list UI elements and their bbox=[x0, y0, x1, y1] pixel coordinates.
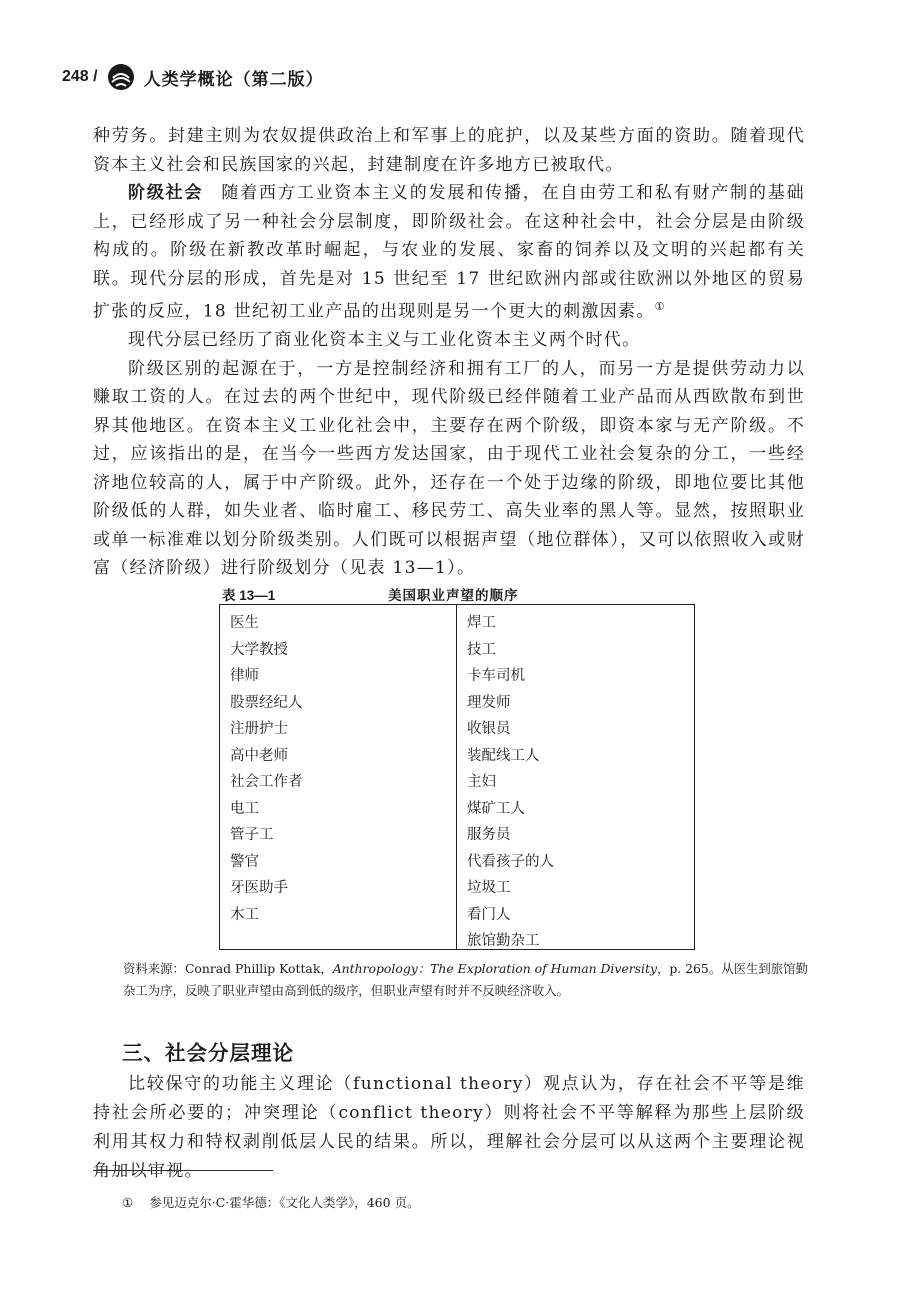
paragraph: 阶级区别的起源在于，一方是控制经济和拥有工厂的人，而另一方是提供劳动力以赚取工资的人。在过去的两个世纪中，现代阶级已经伴随着工业产品而从西欧散布到世界其他地区。在资本主义工业化社会中，主要存在两个阶级，即资本家与无产阶级。不过，应该指出的是，在当今一些西方发达国家，由于现代工业社会复杂的分工，一些经济地位较高的人，属于中产阶级。此外，还存在一个处于边缘的阶级，即地位要比其他阶级低的人群，如失业者、临时雇工、移民劳工、高失业率的黑人等。显然，按照职业或单一标准难以划分阶级类别。人们既可以根据声望（地位群体），又可以依照收入或财富（经济阶级）进行阶级划分（见表 13—1）。 bbox=[93, 358, 805, 579]
table-source-note bbox=[123, 958, 813, 1002]
table-cell: 木工 bbox=[230, 906, 259, 923]
table-number: 表 13—1 bbox=[222, 588, 276, 603]
footnote-divider bbox=[93, 1170, 273, 1171]
page-number: 248 / bbox=[62, 68, 98, 85]
section-heading: 三、社会分层理论 bbox=[122, 1042, 294, 1065]
book-title: 人类学概论（第二版） bbox=[143, 69, 324, 89]
table-cell: 律师 bbox=[230, 668, 259, 684]
table-cell: 理发师 bbox=[467, 694, 511, 711]
table-cell: 管子工 bbox=[230, 827, 274, 843]
source-prefix: 资料来源：Conrad Phillip Kottak， bbox=[123, 961, 333, 976]
main-text bbox=[93, 122, 805, 583]
table-cell: 社会工作者 bbox=[230, 774, 303, 790]
footnote-text: 参见迈克尔·C·霍华德：《文化人类学》，460 页。 bbox=[149, 1195, 420, 1210]
occupation-prestige-table bbox=[219, 604, 695, 950]
footnote-ref[interactable]: ① bbox=[654, 300, 666, 313]
table-cell: 装配线工人 bbox=[467, 747, 540, 764]
table-cell: 焊工 bbox=[467, 615, 496, 631]
table-cell: 代看孩子的人 bbox=[467, 853, 554, 870]
table-cell: 旅馆勤杂工 bbox=[467, 933, 540, 949]
footnote bbox=[122, 1193, 420, 1211]
footnote-marker: ① bbox=[122, 1195, 134, 1210]
table-cell: 垃圾工 bbox=[467, 880, 511, 896]
table-title: 美国职业声望的顺序 bbox=[388, 588, 519, 603]
table-cell: 看门人 bbox=[467, 906, 511, 923]
table-cell: 股票经纪人 bbox=[230, 694, 303, 711]
table-left-column bbox=[220, 605, 457, 949]
table-right-column bbox=[457, 605, 694, 949]
paragraph: 种劳务。封建主则为农奴提供政治上和军事上的庇护，以及某些方面的资助。随着现代资本主义社会和民族国家的兴起，封建制度在许多地方已被取代。 bbox=[93, 126, 805, 175]
table-cell: 服务员 bbox=[467, 827, 511, 843]
source-title: Anthropology：The Exploration of Human Diversity bbox=[332, 961, 657, 976]
table-cell: 高中老师 bbox=[230, 747, 288, 764]
table-cell: 电工 bbox=[230, 800, 259, 817]
table-cell: 收银员 bbox=[467, 721, 511, 737]
table-cell: 技工 bbox=[467, 641, 496, 658]
section-text bbox=[93, 1070, 805, 1186]
paragraph: 现代分层已经历了商业化资本主义与工业化资本主义两个时代。 bbox=[128, 330, 641, 351]
table-cell: 医生 bbox=[230, 615, 259, 631]
table-cell: 卡车司机 bbox=[467, 668, 525, 684]
table-cell: 注册护士 bbox=[230, 721, 288, 737]
table-cell: 主妇 bbox=[467, 774, 496, 790]
table-cell: 警官 bbox=[230, 853, 259, 870]
table-cell: 大学教授 bbox=[230, 641, 288, 658]
paragraph-text: 随着西方工业资本主义的发展和传播，在自由劳工和私有财产制的基础上，已经形成了另一种社会分层制度，即阶级社会。在这种社会中，社会分层是由阶级构成的。阶级在新教改革时崛起，与农业的发展、家畜的饲养以及文明的兴起都有关联。现代分层的形成，首先是对 15 世纪至 17 世纪欧洲内部或往欧洲以外地区的贸易扩张的反应，18 世纪初工业产品的出现则是另一个更大的刺激因素。 bbox=[93, 183, 805, 322]
source-suffix: ，p. 265。从医生到旅馆勤杂工为序，反映了职业声望由高到低的级序，但职业声望有时并不反映经济收入。 bbox=[123, 961, 808, 998]
table-cell: 煤矿工人 bbox=[467, 800, 525, 817]
paragraph bbox=[93, 179, 805, 326]
table-cell: 牙医助手 bbox=[230, 880, 288, 896]
running-header bbox=[62, 62, 324, 92]
publisher-logo-icon bbox=[106, 62, 136, 92]
paragraph: 比较保守的功能主义理论（functional theory）观点认为，存在社会不平等是维持社会所必要的；冲突理论（conflict theory）则将社会不平等解释为那些上层阶级利用其权力和特权剥削低层人民的结果。所以，理解社会分层可以从这两个主要理论视角加以审视。 bbox=[93, 1074, 805, 1181]
term-heading: 阶级社会 bbox=[128, 183, 204, 202]
